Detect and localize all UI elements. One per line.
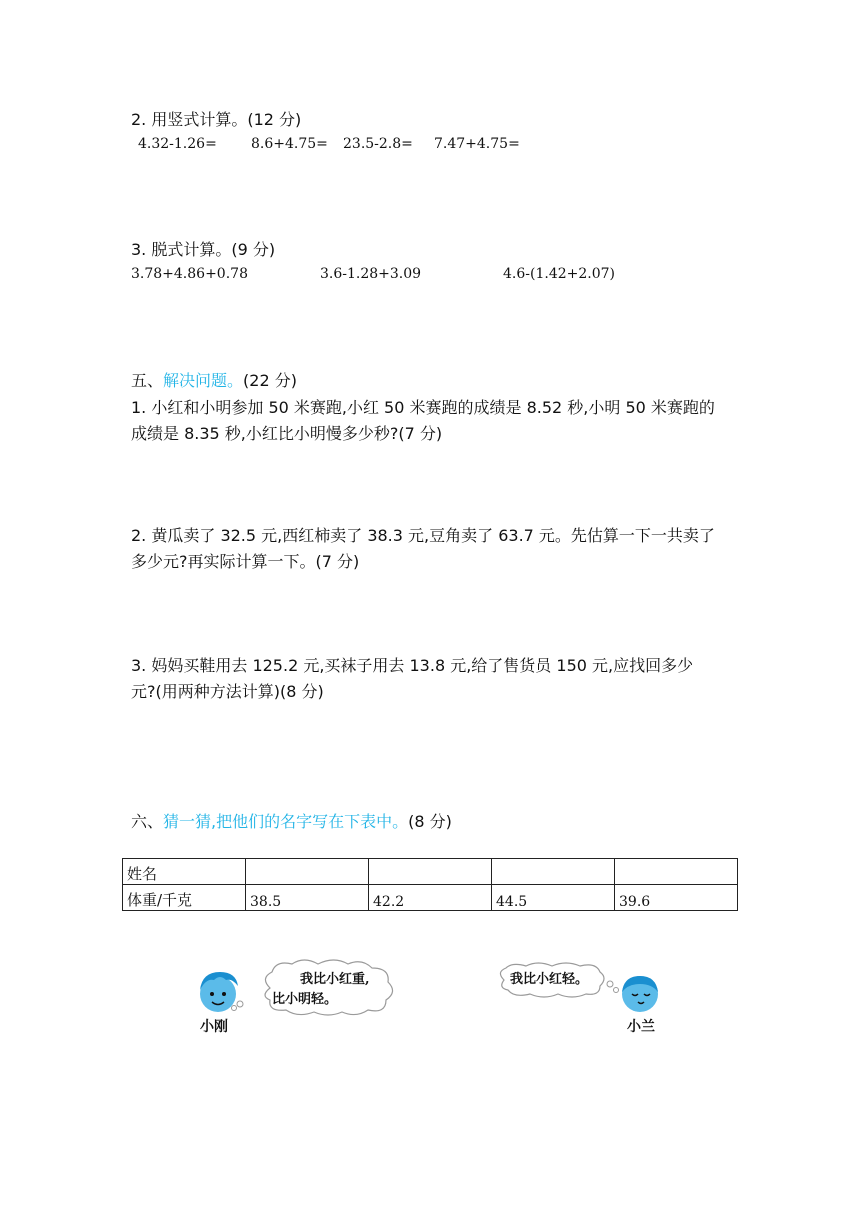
left-character-name: 小刚 <box>200 1019 228 1035</box>
part5-q1-line2: 成绩是 8.35 秒,小红比小明慢多少秒?(7 分) <box>131 424 443 443</box>
part6-title: 猜一猜,把他们的名字写在下表中。 <box>163 812 409 831</box>
section3-title: 3. 脱式计算。(9 分) <box>131 240 276 259</box>
weight-cell-3: 44.5 <box>492 885 615 911</box>
part6-prefix: 六、 <box>131 812 164 831</box>
weight-cell-4: 39.6 <box>615 885 738 911</box>
part5-q2-line1: 2. 黄瓜卖了 32.5 元,西红柿卖了 38.3 元,豆角卖了 63.7 元。先估算一下一共卖了 <box>131 526 715 545</box>
section3-item-2: 3.6-1.28+3.09 <box>320 266 422 282</box>
section2-item-2: 8.6+4.75= <box>251 136 328 152</box>
right-character-name: 小兰 <box>627 1019 655 1035</box>
part5-prefix: 五、 <box>131 371 164 390</box>
section2-item-1: 4.32-1.26= <box>138 136 217 152</box>
part6-heading <box>131 810 452 834</box>
left-speech-line2: 比小明轻。 <box>272 992 338 1007</box>
part5-points: (22 分) <box>243 371 297 390</box>
name-cell-4[interactable] <box>615 859 738 885</box>
section2-item-3: 23.5-2.8= <box>343 136 413 152</box>
part6-points: (8 分) <box>408 812 452 831</box>
part5-q3-line2: 元?(用两种方法计算)(8 分) <box>131 682 324 701</box>
section2-item-4: 7.47+4.75= <box>434 136 520 152</box>
weight-cell-2: 42.2 <box>369 885 492 911</box>
part5-q1-line1: 1. 小红和小明参加 50 米赛跑,小红 50 米赛跑的成绩是 8.52 秒,小明 50 米赛跑的 <box>131 398 715 417</box>
section3-item-1: 3.78+4.86+0.78 <box>131 266 248 282</box>
weight-cell-1: 38.5 <box>246 885 369 911</box>
part5-q3-line1: 3. 妈妈买鞋用去 125.2 元,买袜子用去 13.8 元,给了售货员 150 元,应找回多少 <box>131 656 694 675</box>
section3-item-3: 4.6-(1.42+2.07) <box>503 266 615 282</box>
part5-title: 解决问题。 <box>163 371 244 390</box>
section2-title: 2. 用竖式计算。(12 分) <box>131 110 302 129</box>
name-cell-2[interactable] <box>369 859 492 885</box>
name-cell-1[interactable] <box>246 859 369 885</box>
part5-q2-line2: 多少元?再实际计算一下。(7 分) <box>131 552 360 571</box>
right-speech: 我比小红轻。 <box>510 972 589 987</box>
girl-face-icon <box>604 970 666 1016</box>
left-speech-line1: 我比小红重, <box>300 972 370 987</box>
name-cell-3[interactable] <box>492 859 615 885</box>
part5-heading <box>131 369 297 393</box>
table-row <box>123 859 738 885</box>
table-row2-label: 体重/千克 <box>123 885 246 911</box>
table-row <box>123 885 738 911</box>
table-row1-label: 姓名 <box>123 859 246 885</box>
weight-table <box>122 858 738 911</box>
boy-face-icon <box>192 964 252 1020</box>
